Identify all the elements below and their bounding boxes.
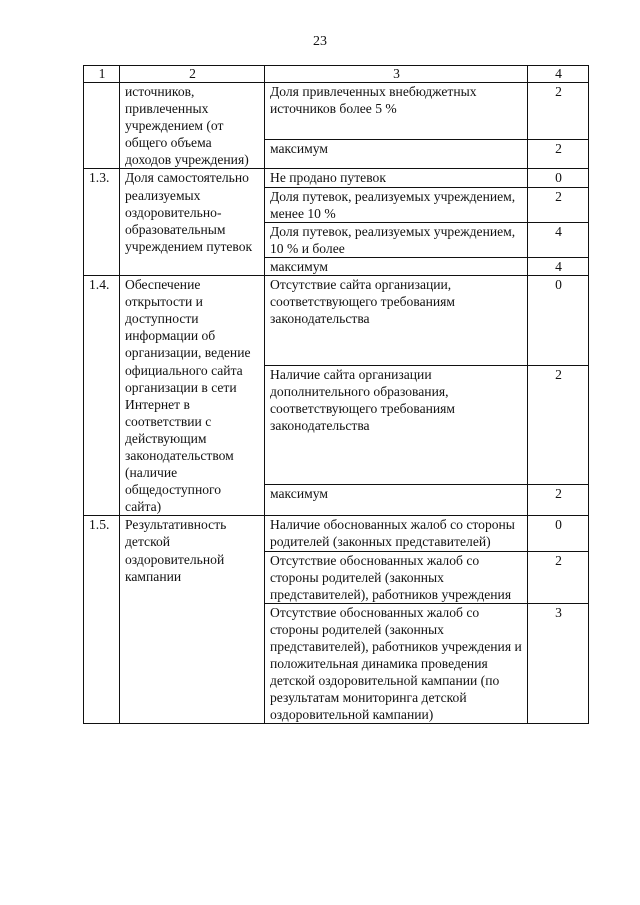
indicator-score: 2 xyxy=(528,140,589,169)
indicator-text: Наличие обоснованных жалоб со стороны родителей (законных представителей) xyxy=(265,516,528,551)
table-row xyxy=(84,83,589,140)
indicator-text: Доля путевок, реализуемых учреждением, 10 % и более xyxy=(265,222,528,257)
criterion-title: Обеспечение открытости и доступности информации об организации, ведение официального сайта организации в сети Интернет в соответствии с действующим законодательством (наличие общедоступного сайта) xyxy=(120,276,265,516)
indicator-text: Наличие сайта организации дополнительного образования, соответствующего требованиям законодательства xyxy=(265,365,528,484)
indicator-text: Доля путевок, реализуемых учреждением, менее 10 % xyxy=(265,187,528,222)
indicator-score: 2 xyxy=(528,365,589,484)
criterion-title: источников, привлеченных учреждением (от общего объема доходов учреждения) xyxy=(120,83,265,169)
criterion-number xyxy=(84,83,120,169)
criterion-title: Доля самостоятельно реализуемых оздоровительно-образовательным учреждением путевок xyxy=(120,169,265,276)
indicator-text: Отсутствие обоснованных жалоб со стороны родителей (законных представителей), работников учреждения и положительная динамика проведения детской оздоровительной кампании (по результатам мониторинга детской оздоровительной кампании) xyxy=(265,603,528,724)
indicator-score: 3 xyxy=(528,603,589,724)
indicator-text: Доля привлеченных внебюджетных источников более 5 % xyxy=(265,83,528,140)
indicator-score: 2 xyxy=(528,187,589,222)
indicator-score: 4 xyxy=(528,222,589,257)
table-row xyxy=(84,276,589,366)
indicator-score: 0 xyxy=(528,276,589,366)
table-row xyxy=(84,169,589,187)
criterion-number: 1.3. xyxy=(84,169,120,276)
indicator-score: 2 xyxy=(528,485,589,516)
criterion-number: 1.5. xyxy=(84,516,120,724)
column-header-1: 1 xyxy=(84,66,120,83)
indicator-text: максимум xyxy=(265,257,528,275)
criterion-title: Результативность детской оздоровительной кампании xyxy=(120,516,265,724)
indicator-text: максимум xyxy=(265,140,528,169)
indicator-text: Отсутствие обоснованных жалоб со стороны родителей (законных представителей), работников учреждения xyxy=(265,551,528,603)
indicator-score: 4 xyxy=(528,257,589,275)
criteria-table-body xyxy=(84,66,589,724)
criteria-table xyxy=(83,65,589,724)
indicator-score: 2 xyxy=(528,83,589,140)
indicator-text: Отсутствие сайта организации, соответствующего требованиям законодательства xyxy=(265,276,528,366)
criterion-number: 1.4. xyxy=(84,276,120,516)
table-header-row xyxy=(84,66,589,83)
indicator-text: максимум xyxy=(265,485,528,516)
page-number: 23 xyxy=(313,34,327,49)
indicator-score: 2 xyxy=(528,551,589,603)
column-header-3: 3 xyxy=(265,66,528,83)
indicator-text: Не продано путевок xyxy=(265,169,528,187)
indicator-score: 0 xyxy=(528,169,589,187)
column-header-2: 2 xyxy=(120,66,265,83)
indicator-score: 0 xyxy=(528,516,589,551)
column-header-4: 4 xyxy=(528,66,589,83)
table-row xyxy=(84,516,589,551)
